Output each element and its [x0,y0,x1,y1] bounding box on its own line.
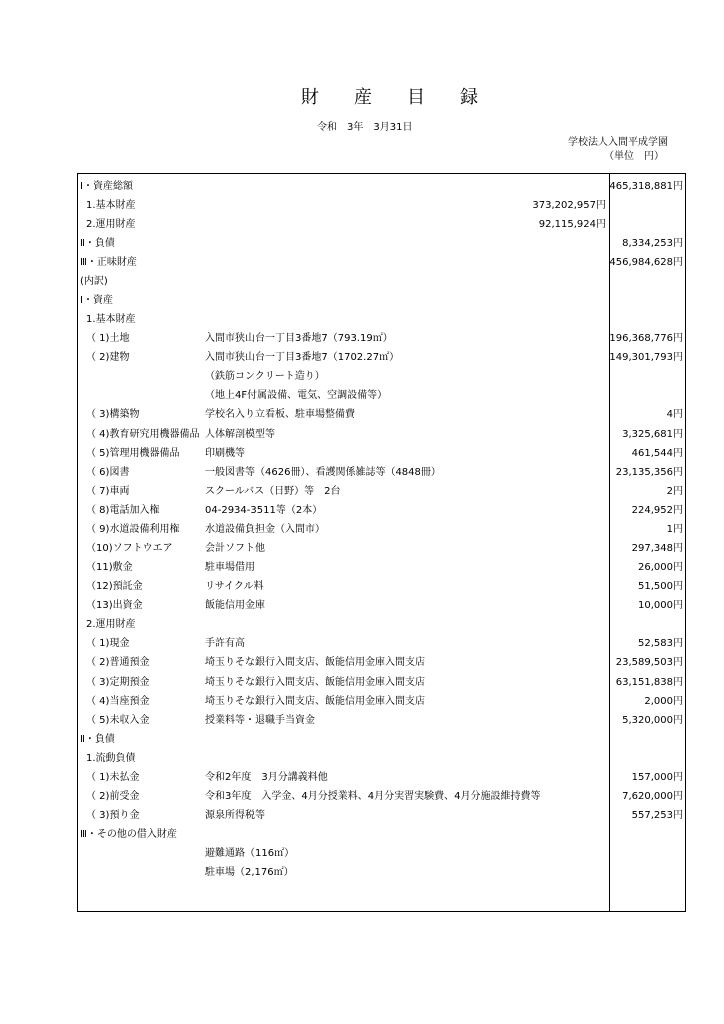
row-label: （ 6)図書 [86,466,130,478]
document-title: 財 産 目 録 [301,87,487,108]
row-label: （13)出資金 [86,600,143,612]
inventory-row [78,558,685,577]
inventory-row [78,692,685,711]
row-label: （10)ソフトウエア [86,542,173,554]
row-amount: 157,000円 [631,771,683,783]
organization-name: 学校法人入間平成学園 [568,137,668,148]
row-amount: 2円 [666,485,683,497]
row-amount: 149,301,793円 [609,352,683,364]
row-description: 埼玉りそな銀行入間支店、飯能信用金庫入間支店 [205,695,425,707]
inventory-row [78,673,685,692]
row-amount: 8,334,253円 [622,237,683,249]
row-description: 埼玉りそな銀行入間支店、飯能信用金庫入間支店 [205,676,425,688]
row-label: （ 1)未払金 [86,771,140,783]
row-label: （ 1)土地 [86,333,130,345]
inventory-row [78,444,685,463]
row-amount: 196,368,776円 [609,333,683,345]
inventory-row [78,329,685,348]
inventory-row [78,806,685,825]
row-description: （地上4F付属設備、電気、空調設備等） [205,390,388,402]
inventory-row [78,539,685,558]
row-label: 1.流動負債 [86,752,136,764]
row-amount: 26,000円 [638,562,683,574]
row-description: 令和3年度 入学金、4月分授業料、4月分実習実験費、4月分施設維持費等 [205,791,541,802]
row-description: 人体解剖模型等 [205,428,275,440]
inventory-row [78,596,685,615]
inventory-row [78,863,685,882]
row-amount: 461,544円 [631,447,683,459]
inventory-row [78,405,685,424]
row-description: 令和2年度 3月分講義料他 [205,771,328,783]
currency-unit: （単位 円） [604,151,664,162]
row-description: スクールバス（日野）等 2台 [205,485,341,497]
row-label: 1.基本財産 [86,199,136,211]
inventory-row [78,634,685,653]
row-label: （ 5)未収入金 [86,714,150,726]
inventory-row [78,711,685,730]
inventory-row [78,253,685,272]
row-description: 埼玉りそな銀行入間支店、飯能信用金庫入間支店 [205,657,425,669]
row-description: 一般図書等（4626冊）、看護関係雑誌等（4848冊） [205,466,441,478]
row-label: （ 2)建物 [86,352,130,364]
row-label: Ⅰ・資産総額 [80,180,133,192]
row-description: （鉄筋コンクリート造り） [205,371,325,383]
row-amount: 4円 [666,409,683,421]
row-description: 入間市狭山台一丁目3番地7（793.19㎡） [205,333,393,345]
inventory-row [78,482,685,501]
row-label: （ 2)前受金 [86,791,140,802]
row-description: 源泉所得税等 [205,810,265,822]
inventory-row [78,272,685,291]
row-label: （ 4)教育研究用機器備品 [86,428,200,440]
row-label: （12)預託金 [86,581,143,593]
inventory-row [78,177,685,196]
row-description: 駐車場（2,176㎡） [205,867,294,879]
row-label: （ 3)預り金 [86,810,140,822]
row-amount: 23,135,356円 [615,466,683,478]
inventory-row [78,291,685,310]
inventory-row [78,367,685,386]
inventory-row [78,520,685,539]
inventory-row [78,730,685,749]
row-amount: 7,620,000円 [622,791,683,802]
inventory-row [78,501,685,520]
inventory-row [78,653,685,672]
row-label: （ 9)水道設備利用権 [86,523,180,535]
inventory-row [78,577,685,596]
row-amount: 1円 [666,523,683,535]
row-amount: 10,000円 [638,600,683,612]
row-amount: 52,583円 [638,638,683,650]
inventory-row [78,844,685,863]
row-amount: 2,000円 [644,695,683,707]
inventory-row [78,215,685,234]
row-amount: 51,500円 [638,581,683,593]
row-label: 2.運用財産 [86,218,136,230]
row-label: （ 2)普通預金 [86,657,150,669]
row-label: 2.運用財産 [86,619,136,631]
row-label: Ⅱ・負債 [80,237,115,249]
inventory-row [78,615,685,634]
row-amount: 63,151,838円 [615,676,683,688]
row-description: 印刷機等 [205,447,245,459]
row-label: （11)敷金 [86,562,133,574]
row-label: (内訳) [80,275,108,287]
row-label: （ 1)現金 [86,638,130,650]
inventory-row [78,386,685,405]
row-description: 04-2934-3511等（2本） [205,504,323,516]
inventory-row [78,463,685,482]
row-amount: 23,589,503円 [615,657,683,669]
row-description: 避難通路（116㎡） [205,848,295,860]
row-amount: 456,984,628円 [609,256,683,268]
row-label: （ 7)車両 [86,485,130,497]
row-label: Ⅲ・その他の借入財産 [80,829,177,841]
row-label: （ 5)管理用機器備品 [86,447,180,459]
inventory-row [78,196,685,215]
inventory-rows [78,177,685,883]
row-amount: 5,320,000円 [622,714,683,726]
row-amount: 557,253円 [631,810,683,822]
inventory-row [78,787,685,806]
document-date: 令和 3年 3月31日 [317,122,413,133]
row-amount: 297,348円 [631,542,683,554]
row-description: 入間市狭山台一丁目3番地7（1702.27㎡） [205,352,400,364]
row-label: （ 4)当座預金 [86,695,150,707]
inventory-row [78,310,685,329]
inventory-row [78,768,685,787]
row-description: 手許有高 [205,638,245,650]
inventory-row [78,825,685,844]
row-subtotal: 92,115,924円 [538,218,606,230]
row-description: 会計ソフト他 [205,542,265,554]
inventory-row [78,425,685,444]
inventory-row [78,749,685,768]
inventory-row [78,234,685,253]
inventory-table [77,173,686,912]
row-label: （ 8)電話加入権 [86,504,160,516]
row-subtotal: 373,202,957円 [532,199,606,211]
row-description: 飯能信用金庫 [205,600,265,612]
row-description: リサイクル料 [205,581,264,593]
row-amount: 3,325,681円 [622,428,683,440]
row-label: Ⅰ・資産 [80,294,113,306]
row-description: 駐車場借用 [205,562,255,574]
row-description: 水道設備負担金（入間市） [205,523,325,535]
row-label: Ⅲ・正味財産 [80,256,137,268]
inventory-row [78,348,685,367]
row-label: Ⅱ・負債 [80,733,115,745]
row-description: 学校名入り立看板、駐車場整備費 [205,409,355,421]
row-description: 授業料等・退職手当資金 [205,714,315,726]
row-label: 1.基本財産 [86,314,136,326]
row-amount: 465,318,881円 [609,180,683,192]
row-label: （ 3)構築物 [86,409,140,421]
row-amount: 224,952円 [631,504,683,516]
row-label: （ 3)定期預金 [86,676,150,688]
